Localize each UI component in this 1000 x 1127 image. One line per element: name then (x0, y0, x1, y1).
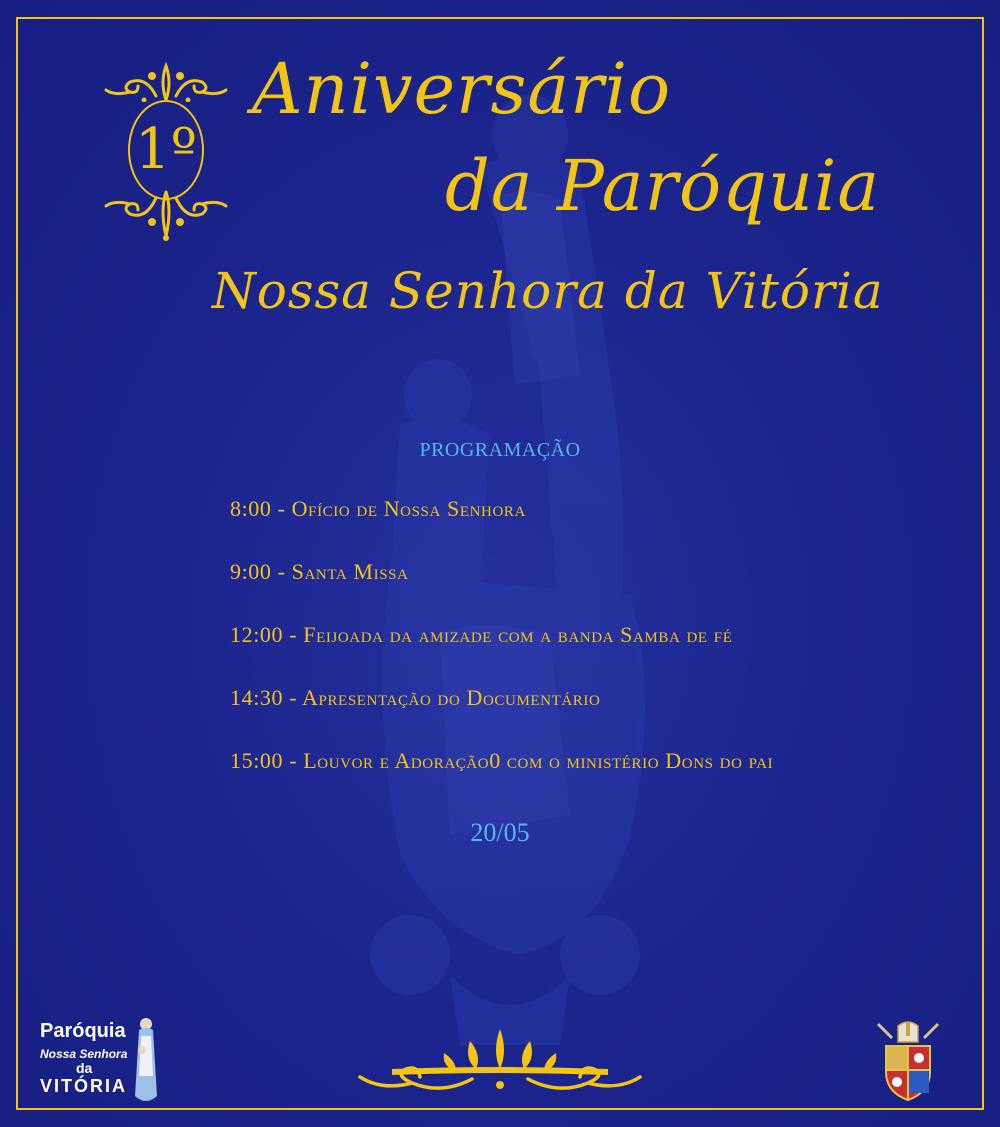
parish-logo (36, 1016, 166, 1108)
logo-line-2: Nossa Senhora (40, 1047, 128, 1061)
diocese-coat-of-arms-icon (872, 1020, 944, 1104)
mini-statue-icon (131, 1016, 161, 1108)
footer-flourish-icon (352, 1025, 648, 1097)
event-date: 20/05 (470, 818, 530, 847)
programacao-heading: PROGRAMAÇÃO (419, 439, 581, 461)
logo-line-4: VITÓRIA (40, 1076, 128, 1096)
logo-line-3: da (76, 1060, 93, 1076)
bottom-flourish-icon (100, 190, 232, 242)
top-flourish-icon (100, 62, 232, 102)
schedule-item: 8:00 - Ofício de Nossa Senhora (230, 496, 526, 521)
anniversary-ordinal: 1º (128, 100, 204, 200)
schedule-item: 14:30 - Apresentação do Documentário (230, 685, 601, 710)
schedule-item: 9:00 - Santa Missa (230, 559, 409, 584)
title-line-3: Nossa Senhora da Vitória (212, 262, 884, 320)
schedule-list (230, 496, 773, 811)
schedule-item: 15:00 - Louvor e Adoração0 com o ministério Dons do pai (230, 748, 774, 773)
logo-line-1: Paróquia (40, 1020, 126, 1042)
title-line-2: da Paróquia (445, 145, 881, 227)
schedule-item: 12:00 - Feijoada da amizade com a banda Samba de fé (230, 622, 733, 647)
title-line-1: Aniversário (252, 48, 672, 130)
